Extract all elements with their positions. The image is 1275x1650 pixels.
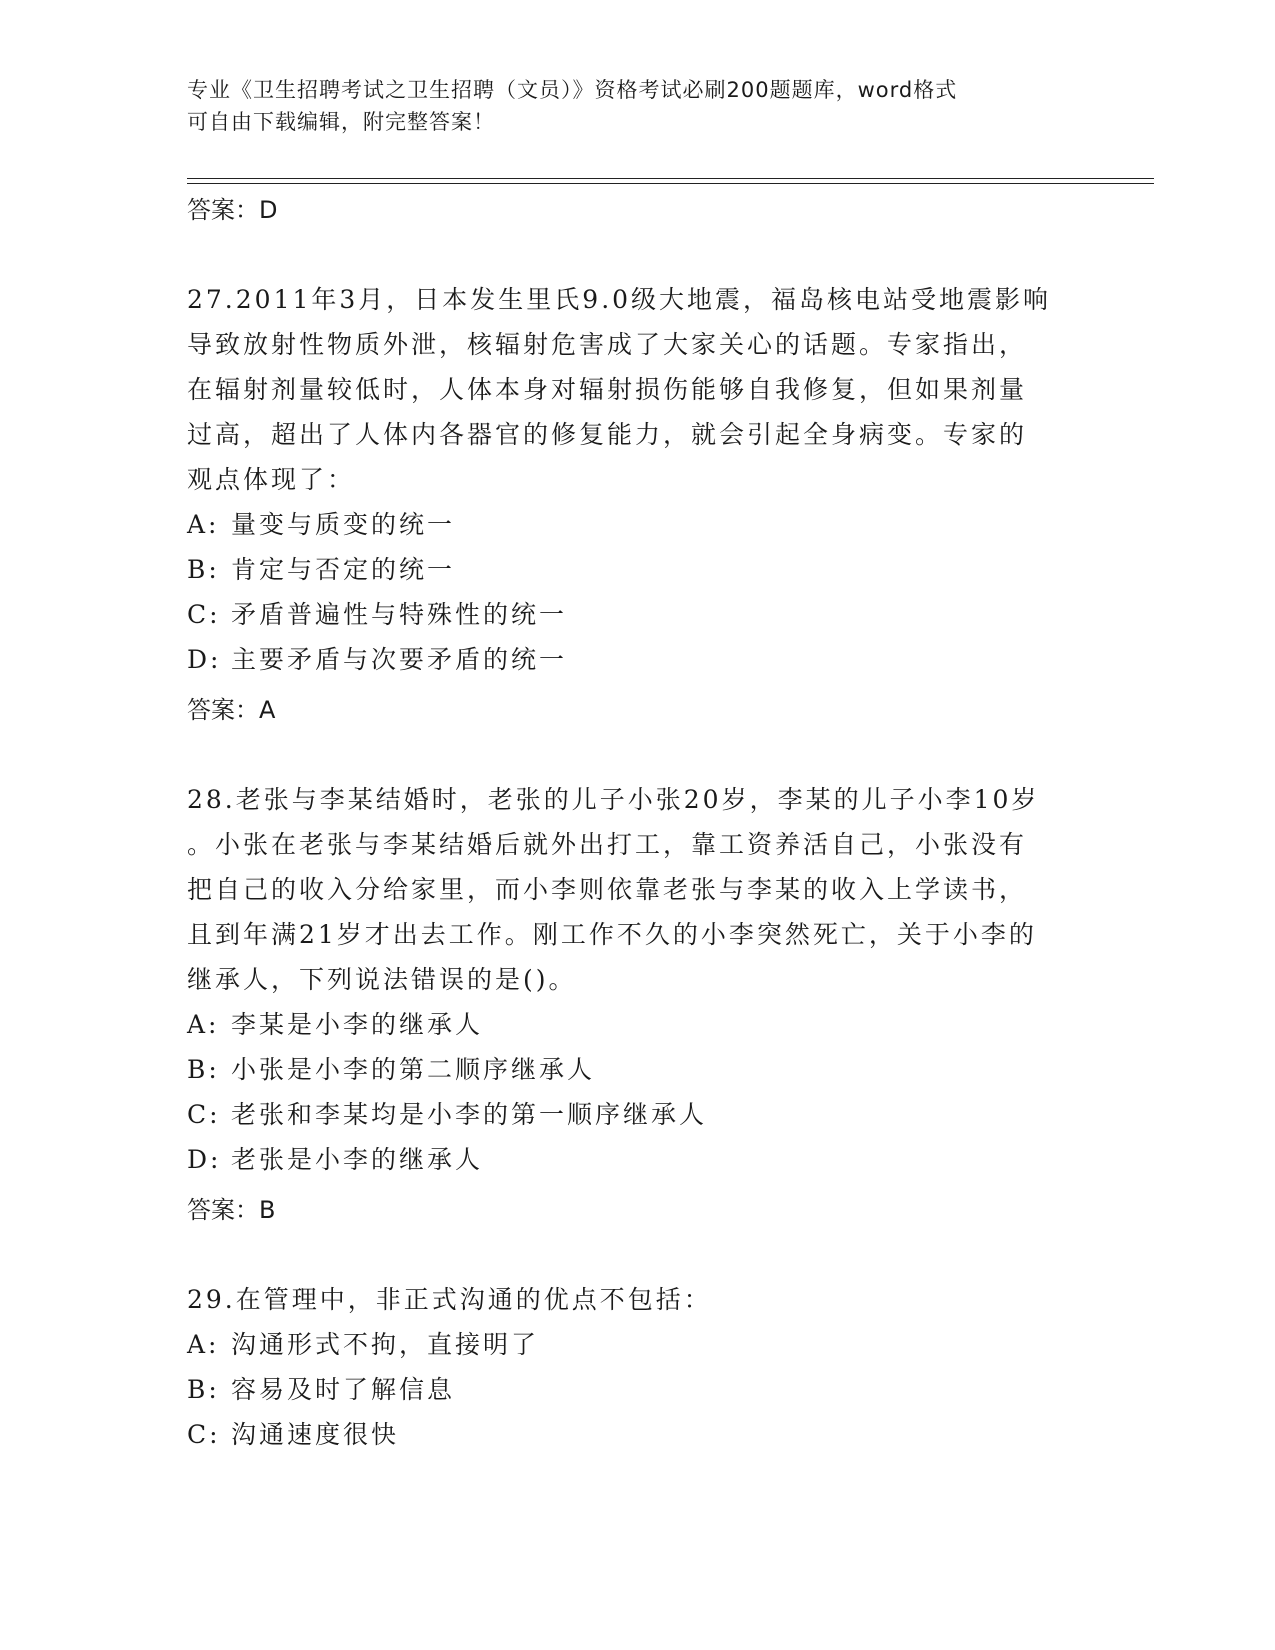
question-line: 在辐射剂量较低时，人体本身对辐射损伤能够自我修复，但如果剂量: [187, 375, 1028, 404]
option-letter: D:: [187, 1145, 222, 1174]
option-letter: C:: [187, 600, 221, 629]
option-letter: C:: [187, 1420, 221, 1449]
answer-28: 答案：B: [187, 1196, 276, 1224]
option-b: [187, 1055, 595, 1085]
option-text: 主要矛盾与次要矛盾的统一: [231, 645, 568, 674]
option-letter: A:: [187, 1010, 220, 1039]
option-text: 老张是小李的继承人: [231, 1145, 484, 1174]
option-a: [187, 1330, 539, 1360]
option-b: [187, 555, 455, 585]
option-c: [187, 1420, 399, 1450]
question-line: 把自己的收入分给家里，而小李则依靠老张与李某的收入上学读书，: [187, 875, 1028, 904]
answer-27: 答案：A: [187, 696, 276, 724]
option-text: 肯定与否定的统一: [231, 555, 456, 584]
option-letter: B:: [187, 1055, 220, 1084]
question-line: 29.在管理中，非正式沟通的优点不包括：: [187, 1285, 712, 1314]
option-letter: C:: [187, 1100, 221, 1129]
option-d: [187, 1145, 483, 1175]
previous-answer: 答案：D: [187, 196, 278, 224]
option-b: [187, 1375, 455, 1405]
question-line: 28.老张与李某结婚时，老张的儿子小张20岁，李某的儿子小李10岁: [187, 785, 1040, 814]
option-text: 小张是小李的第二顺序继承人: [231, 1055, 596, 1084]
option-letter: B:: [187, 555, 220, 584]
option-text: 容易及时了解信息: [231, 1375, 456, 1404]
option-text: 李某是小李的继承人: [231, 1010, 484, 1039]
question-line: 。小张在老张与李某结婚后就外出打工，靠工资养活自己，小张没有: [187, 830, 1028, 859]
option-letter: A:: [187, 510, 220, 539]
question-line: 导致放射性物质外泄，核辐射危害成了大家关心的话题。专家指出，: [187, 330, 1028, 359]
option-c: [187, 1100, 707, 1130]
header-rule-bottom: [187, 183, 1154, 184]
question-line: 且到年满21岁才出去工作。刚工作不久的小李突然死亡，关于小李的: [187, 920, 1037, 949]
option-text: 矛盾普遍性与特殊性的统一: [231, 600, 568, 629]
document-header: [187, 74, 1087, 138]
option-a: [187, 510, 455, 540]
option-text: 老张和李某均是小李的第一顺序继承人: [231, 1100, 708, 1129]
option-a: [187, 1010, 483, 1040]
header-rule-top: [187, 178, 1154, 179]
question-line: 继承人，下列说法错误的是()。: [187, 965, 577, 994]
question-line: 观点体现了：: [187, 465, 356, 494]
option-text: 沟通形式不拘，直接明了: [231, 1330, 540, 1359]
question-line: 过高，超出了人体内各器官的修复能力，就会引起全身病变。专家的: [187, 420, 1028, 449]
option-text: 沟通速度很快: [231, 1420, 400, 1449]
option-letter: A:: [187, 1330, 220, 1359]
option-c: [187, 600, 567, 630]
option-letter: D:: [187, 645, 222, 674]
option-d: [187, 645, 567, 675]
option-text: 量变与质变的统一: [231, 510, 456, 539]
option-letter: B:: [187, 1375, 220, 1404]
header-line-2: 可自由下载编辑，附完整答案！: [187, 110, 495, 134]
question-line: 27.2011年3月，日本发生里氏9.0级大地震，福岛核电站受地震影响: [187, 285, 1052, 314]
header-line-1: 专业《卫生招聘考试之卫生招聘（文员）》资格考试必刷200题题库，word格式: [187, 78, 958, 102]
